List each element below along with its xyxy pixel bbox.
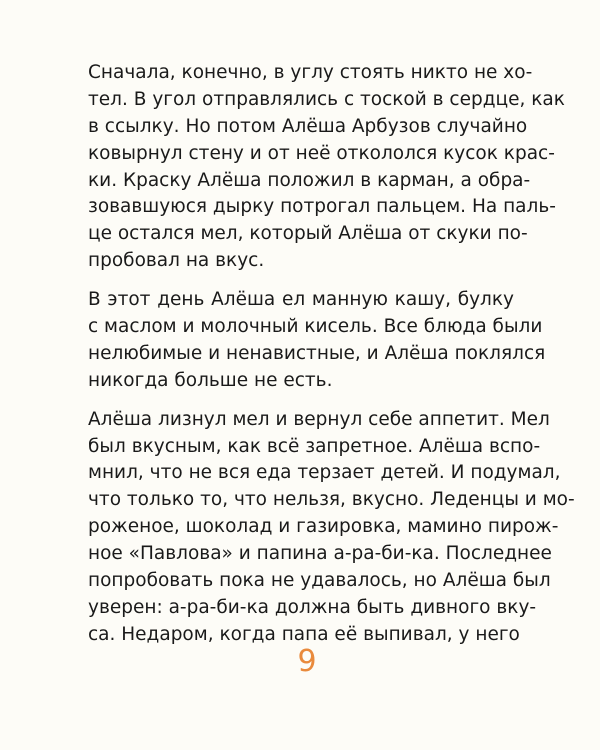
- text-line: ное «Павлова» и папина а-ра-би-ка. Последнее: [88, 543, 552, 565]
- body-text: [88, 60, 575, 649]
- paragraph-gap: [88, 275, 514, 287]
- text-line: зовавшуюся дырку потрогал пальцем. На паль-: [88, 196, 556, 218]
- text-line: мнил, что не вся еда терзает детей. И подумал,: [88, 462, 561, 484]
- text-line: в ссылку. Но потом Алёша Арбузов случайно: [88, 115, 528, 137]
- text-line: был вкусным, как всё запретное. Алёша вспо-: [88, 435, 541, 457]
- text-line: с маслом и молочный кисель. Все блюда были: [88, 316, 543, 338]
- text-line: ковырнул стену и от неё откололся кусок крас-: [88, 142, 555, 164]
- text-line: В этот день Алёша ел манную кашу, булку: [88, 289, 514, 311]
- paragraph-gap: [88, 395, 514, 407]
- text-line: Сначала, конечно, в углу стоять никто не хо-: [88, 62, 533, 83]
- text-line: роженое, шоколад и газировка, мамино пирож-: [88, 516, 559, 538]
- text-line: пробовал на вкус.: [88, 250, 265, 272]
- paragraph-2: [88, 287, 546, 395]
- text-line: це остался мел, который Алёша от скуки по-: [88, 223, 528, 245]
- paragraph-1: [88, 60, 565, 275]
- text-line: Алёша лизнул мел и вернул себе аппетит. Мел: [88, 408, 550, 430]
- text-line: никогда больше не есть.: [88, 369, 333, 391]
- text-line: что только то, что нельзя, вкусно. Леденцы и мо-: [88, 489, 575, 511]
- text-line: попробовать пока не удавалось, но Алёша был: [88, 570, 551, 592]
- text-line: тел. В угол отправлялись с тоской в сердце, как: [88, 88, 565, 110]
- paragraph-3: [88, 407, 575, 649]
- text-line: уверен: а-ра-би-ка должна быть дивного вку-: [88, 596, 537, 618]
- text-line: са. Недаром, когда папа её выпивал, у него: [88, 623, 520, 645]
- page-number-value: 9: [297, 644, 317, 679]
- text-line: ки. Краску Алёша положил в карман, а обра-: [88, 169, 531, 191]
- text-line: нелюбимые и ненавистные, и Алёша поклялся: [88, 342, 546, 364]
- page-number: [0, 645, 600, 679]
